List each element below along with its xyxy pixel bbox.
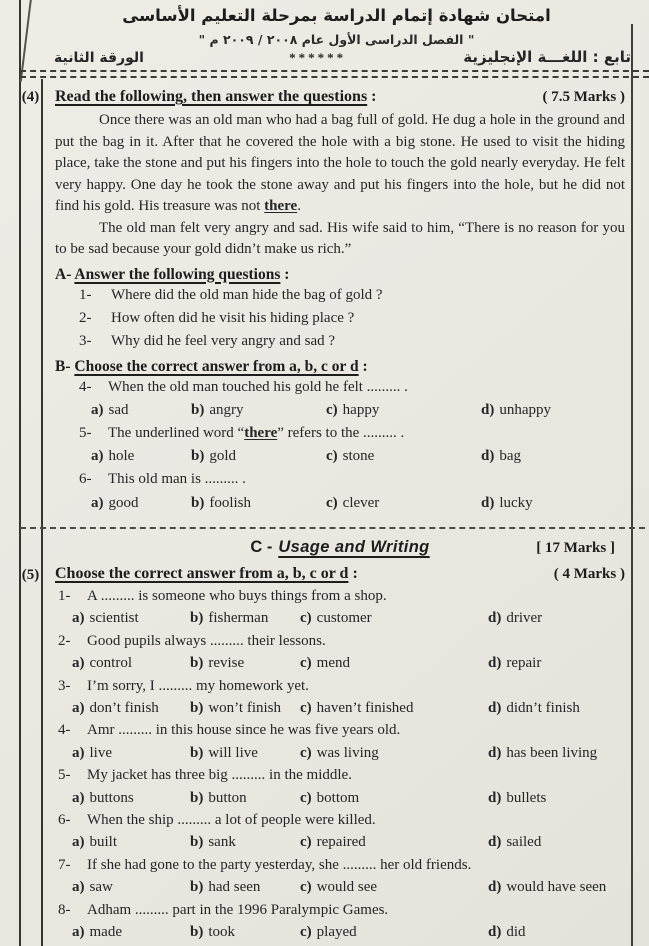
mcq-stem	[55, 468, 625, 491]
question-number-inline: 1-	[79, 286, 92, 303]
option-c: c) stone	[326, 448, 375, 465]
question-number-inline: 6-	[58, 812, 71, 829]
option-d: d) bullets	[488, 789, 547, 806]
question-number-inline: 7-	[58, 856, 71, 873]
usage-question-1	[55, 585, 625, 630]
option-b: b) sank	[190, 834, 236, 851]
question-5-margin-number: (5)	[21, 567, 40, 583]
usage-question-5	[55, 764, 625, 809]
option-d: d) repair	[488, 655, 542, 672]
question-text: When the ship ......... a lot of people were killed.	[87, 812, 376, 829]
usage-heading-row	[55, 565, 625, 583]
option-a: a) live	[72, 744, 112, 761]
reading-title: Read the following, then answer the questions :	[55, 88, 377, 105]
question-text: My jacket has three big ......... in the middle.	[87, 767, 352, 784]
option-b: b) foolish	[191, 494, 252, 511]
option-b: b) gold	[191, 448, 237, 465]
mcq-options	[55, 697, 625, 719]
usage-section	[55, 565, 625, 944]
question-text: Adham ......... part in the 1996 Paralympic Games.	[87, 901, 389, 918]
paper-label-arabic: الورقة الثانية	[54, 50, 144, 66]
page-border-left	[19, 0, 21, 946]
question-number-inline: 2-	[79, 309, 92, 326]
option-d: d) lucky	[481, 494, 533, 511]
option-b: b) revise	[190, 655, 245, 672]
question-text: Where did the old man hide the bag of gold ?	[111, 286, 383, 303]
option-d: d) has been living	[488, 744, 598, 761]
open-question-1	[55, 284, 625, 307]
usage-question-4	[55, 719, 625, 764]
question-number-inline: 4-	[79, 378, 92, 395]
page-header	[42, 6, 631, 66]
option-c: c) repaired	[300, 834, 366, 851]
option-a: a) hole	[91, 448, 135, 465]
section-c-header	[55, 538, 625, 557]
mcq-stem	[55, 585, 625, 607]
option-a: a) control	[72, 655, 132, 672]
mcq-options	[55, 607, 625, 629]
option-d: d) didn’t finish	[488, 700, 580, 717]
underlined-word-there: there	[244, 424, 278, 441]
mcq-stem	[55, 422, 625, 445]
section-c-marks: [ 17 Marks ]	[536, 540, 615, 556]
usage-question-2	[55, 630, 625, 675]
exam-title-arabic: امتحان شهادة إتمام الدراسة بمرحلة التعليم الأساسى	[122, 6, 551, 25]
mcq-question-5	[55, 422, 625, 468]
option-d: d) unhappy	[481, 401, 552, 418]
option-d: d) driver	[488, 610, 543, 627]
question-text: The underlined word “there” refers to the ......... .	[108, 424, 405, 441]
page-border-right	[631, 24, 633, 946]
question-number-inline: 3-	[79, 332, 92, 349]
option-b: b) button	[190, 789, 247, 806]
question-text: How often did he visit his hiding place ?	[111, 309, 355, 326]
section-a-heading: A- Answer the following questions :	[55, 265, 290, 283]
margin-divider-line	[41, 79, 43, 946]
mcq-question-6	[55, 468, 625, 514]
option-a: a) good	[91, 494, 139, 511]
option-b: b) fisherman	[190, 610, 269, 627]
question-number-inline: 1-	[58, 588, 71, 604]
question-text: Why did he feel very angry and sad ?	[111, 332, 336, 349]
option-c: c) happy	[326, 401, 380, 418]
mcq-options	[55, 876, 625, 898]
section-b-heading: B- Choose the correct answer from a, b, c or d :	[55, 357, 368, 375]
subject-label-arabic: تابع : اللغـــة الإنجليزية	[463, 48, 631, 66]
option-b: b) took	[190, 924, 236, 941]
question-text: If she had gone to the party yesterday, she ......... her old friends.	[87, 856, 472, 873]
option-d: d) would have seen	[488, 879, 607, 896]
option-d: d) did	[488, 924, 526, 941]
option-c: c) bottom	[300, 789, 360, 806]
mcq-stem	[55, 764, 625, 786]
option-a: a) scientist	[72, 610, 139, 627]
option-a: a) saw	[72, 879, 113, 896]
option-b: b) will live	[190, 744, 258, 761]
question-text: A ......... is someone who buys things from a shop.	[87, 588, 387, 604]
mcq-options	[55, 921, 625, 943]
question-text: This old man is ......... .	[108, 471, 246, 488]
option-b: b) angry	[191, 401, 244, 418]
section-c-label: C -	[250, 538, 273, 556]
option-c: c) customer	[300, 610, 372, 627]
reading-section	[55, 88, 625, 515]
question-number-inline: 5-	[79, 424, 92, 441]
question-number-inline: 2-	[58, 632, 71, 649]
mcq-stem	[55, 719, 625, 741]
mcq-stem	[55, 809, 625, 831]
option-c: c) clever	[326, 494, 380, 511]
option-c: c) haven’t finished	[300, 700, 414, 717]
mcq-stem	[55, 899, 625, 921]
mcq-options	[55, 831, 625, 853]
passage-paragraph-1: Once there was an old man who had a bag full of gold. He dug a hole in the ground and put the bag in it. After that he covered the hole with a big stone. He used to visit the hiding place, take the stone and put his fingers into the hole to touch the gold nearly everyday. He felt very happy. One day he took the stone away and put his fingers into the hole, but he did not find his gold. His treasure was not there.	[55, 112, 625, 214]
mcq-stem	[55, 376, 625, 399]
question-4-margin-number: (4)	[21, 89, 40, 105]
question-text: When the old man touched his gold he felt ......... .	[108, 378, 408, 395]
mcq-options	[55, 742, 625, 764]
question-number-inline: 8-	[58, 901, 71, 918]
passage-paragraph-2: The old man felt very angry and sad. His wife said to him, “There is no reason for you to be sad because your gold didn’t make us rich.”	[55, 219, 625, 257]
section-divider-dashed	[20, 527, 645, 529]
stars-separator: ******	[289, 50, 347, 65]
question-number-inline: 5-	[58, 767, 71, 784]
question-text: Good pupils always ......... their lessons.	[87, 632, 326, 649]
option-a: a) don’t finish	[72, 700, 159, 717]
option-b: b) had seen	[190, 879, 261, 896]
option-c: c) mend	[300, 655, 350, 672]
usage-question-8	[55, 899, 625, 944]
option-c: c) would see	[300, 879, 378, 896]
mcq-question-4	[55, 376, 625, 422]
mcq-options	[55, 492, 625, 515]
mcq-options	[55, 399, 625, 422]
question-text: Amr ......... in this house since he was five years old.	[87, 722, 401, 739]
usage-title: Choose the correct answer from a, b, c or d :	[55, 565, 358, 582]
reading-title-row	[55, 88, 625, 106]
usage-marks: ( 4 Marks )	[553, 566, 625, 582]
mcq-stem	[55, 630, 625, 652]
option-d: d) sailed	[488, 834, 542, 851]
option-a: a) buttons	[72, 789, 134, 806]
question-number-inline: 4-	[58, 722, 71, 739]
open-question-3	[55, 330, 625, 353]
mcq-stem	[55, 854, 625, 876]
usage-question-6	[55, 809, 625, 854]
question-text: I’m sorry, I ......... my homework yet.	[87, 677, 309, 694]
usage-question-7	[55, 854, 625, 899]
open-question-2	[55, 307, 625, 330]
term-line-arabic: " الفصل الدراسى الأول عام ٢٠٠٨ / ٢٠٠٩ م "	[198, 32, 475, 47]
option-c: c) was living	[300, 744, 379, 761]
mcq-stem	[55, 675, 625, 697]
question-number-inline: 3-	[58, 677, 71, 694]
mcq-options	[55, 787, 625, 809]
mcq-options	[55, 652, 625, 674]
option-a: a) built	[72, 834, 118, 851]
section-c-title: Usage and Writing	[278, 538, 430, 556]
question-number-inline: 6-	[79, 471, 92, 488]
header-bottom-row	[42, 48, 631, 66]
header-divider-double-dashed	[20, 70, 649, 78]
option-a: a) made	[72, 924, 122, 941]
option-c: c) played	[300, 924, 357, 941]
option-d: d) bag	[481, 448, 522, 465]
usage-question-3	[55, 675, 625, 720]
reading-marks: ( 7.5 Marks )	[542, 89, 625, 105]
underlined-word-there: there	[264, 198, 298, 214]
mcq-options	[55, 445, 625, 468]
reading-passage	[55, 110, 625, 261]
option-b: b) won’t finish	[190, 700, 281, 717]
option-a: a) sad	[91, 401, 129, 418]
